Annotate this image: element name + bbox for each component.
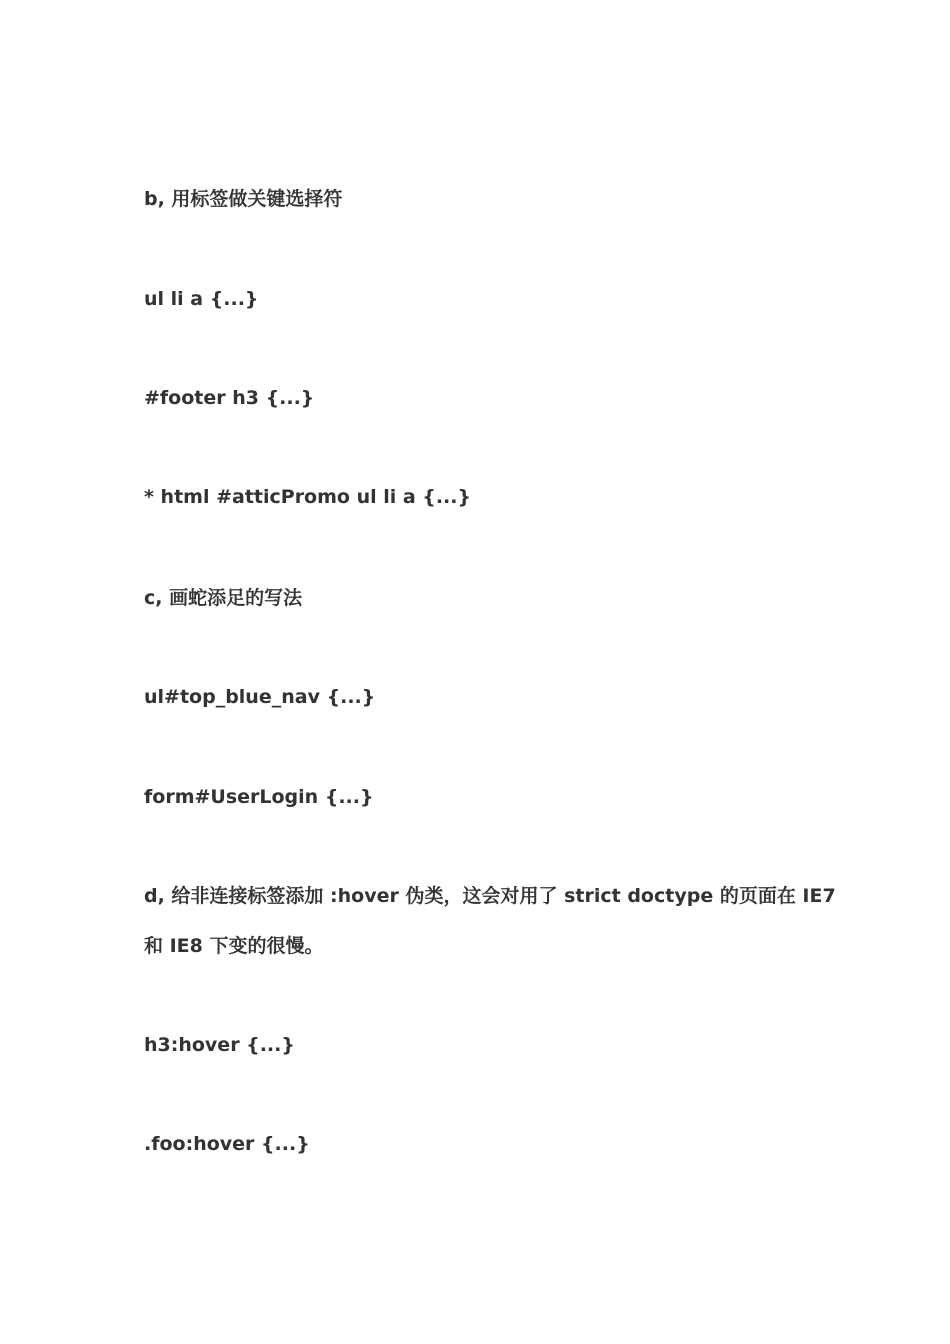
- code-line: .foo:hover {...}: [144, 1133, 310, 1155]
- section-c-heading: c, 画蛇添足的写法: [144, 587, 303, 609]
- code-line: ul#top_blue_nav {...}: [144, 686, 376, 708]
- section-d-heading-line-2: 和 IE8 下变的很慢。: [144, 935, 324, 957]
- code-line: * html #atticPromo ul li a {...}: [144, 486, 472, 508]
- code-line: #footer h3 {...}: [144, 387, 315, 409]
- code-line: form#UserLogin {...}: [144, 786, 374, 808]
- code-line: h3:hover {...}: [144, 1034, 295, 1056]
- section-b-heading: b, 用标签做关键选择符: [144, 188, 343, 210]
- section-d-heading-line-1: d, 给非连接标签添加 :hover 伪类，这会对用了 strict doctype 的页面在 IE7: [144, 885, 836, 907]
- code-line: ul li a {...}: [144, 288, 259, 310]
